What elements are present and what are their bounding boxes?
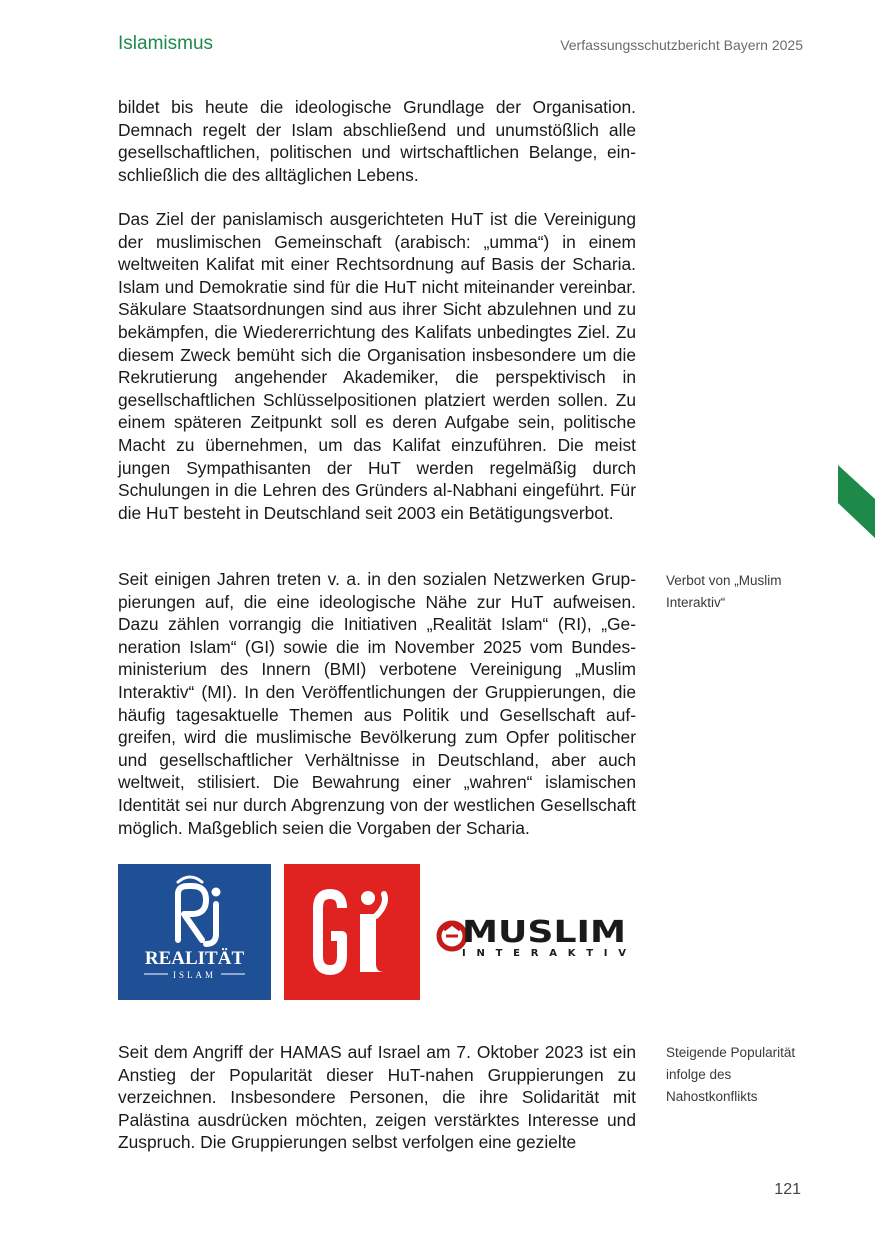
page-number: 121 [774,1181,801,1198]
realitaet-islam-logo [118,864,271,1000]
chapter-tab-marker [838,465,875,538]
margin-note-verbot: Verbot von „Muslim Interaktiv“ [666,573,782,610]
section-title: Islamismus [118,33,214,54]
muslim-wordmark: MUSLIM [462,915,626,950]
paragraph-3: Seit einigen Jahren treten v. a. in den sozialen Netzwerken Gruppierungen auf, die eine ideologische Nähe zur HuT aufweisen. Dazu zählen vorrangig die Initiativen „Realität Islam“ (RI), „Generation Islam“ (GI) sowie die im November 2025 vom Bundesministerium des Innern (BMI) verbotene Vereinigung „Muslim Interaktiv“ (MI). In den Veröffentlichungen der Gruppierungen, die häufig tagesaktuelle Themen aus Politik und Gesellschaft aufgreifen, wird die muslimische Bevölkerung zum Opfer politischer und gesellschaftlicher Verhältnisse in Deutschland, aber auch weltweit, stilisiert. Die Bewahrung einer „wahren“ islamischen Identität sei nur durch Abgrenzung von der westlichen Gesellschaft möglich. Maßgeblich seien die Vorgaben der Scharia. [118,569,636,838]
margin-note-popularitaet: Steigende Popularität infolge des Nahostkonflikts [666,1045,796,1104]
interaktiv-sub: INTERAKTIV [462,948,626,959]
paragraph-1: bildet bis heute die ideologische Grundlage der Organisation. Demnach regelt der Islam abschließend und unumstößlich alle gesellschaftlichen, politischen und wirtschaftlichen Belange, einschließlich die des alltäglichen Lebens. [118,97,636,185]
paragraph-4: Seit dem Angriff der HAMAS auf Israel am 7. Oktober 2023 ist ein Anstieg der Popularität dieser HuT-nahen Gruppierungen zu verzeichnen. Insbesondere Personen, die ihre Solidarität mit Palästina ausdrücken möchten, zeigen verstärktes Interesse und Zuspruch. Die Gruppierungen selbst verfolgen eine gezielte [118,1042,636,1153]
paragraph-2: Das Ziel der panislamisch ausgerichteten HuT ist die Vereinigung der muslimischen Gemeinschaft (arabisch: „umma“) in einem weltweiten Kalifat mit einer Rechtsordnung auf Basis der Scharia. Islam und Demokratie sind für die HuT nicht miteinander vereinbar. Säkulare Staatsordnungen sind aus ihrer Sicht abzulehnen und zu bekämpfen, die Wiedererrichtung des Kalifats unbedingtes Ziel. Zu diesem Zweck bemüht sich die Organisation insbesondere um die Rekrutierung angehender Akademiker, die perspektivisch in gesellschaftlichen Schlüsselpositionen platziert werden sollen. Zu einem späteren Zeitpunkt soll es deren Aufgabe sein, politische Macht zu übernehmen, um das Kalifat einzuführen. Die meist jungen Sympathisanten der HuT werden regelmäßig durch Schulungen in die Lehren des Gründers al-Nabhani eingeführt. Für die HuT besteht in Deutschland seit 2003 ein Betätigungsverbot. [118,209,636,523]
realitaet-islam-emblem [118,864,271,1000]
realitaet-wordmark: REALITÄT [144,948,245,969]
muslim-interaktiv-emblem [432,864,636,1000]
muslim-interaktiv-logo [432,864,636,1000]
publication-title: Verfassungsschutzbericht Bayern 2025 [560,37,803,53]
realitaet-sub: ISLAM [172,970,217,980]
generation-islam-logo [284,864,420,1000]
generation-islam-emblem [284,864,420,1000]
